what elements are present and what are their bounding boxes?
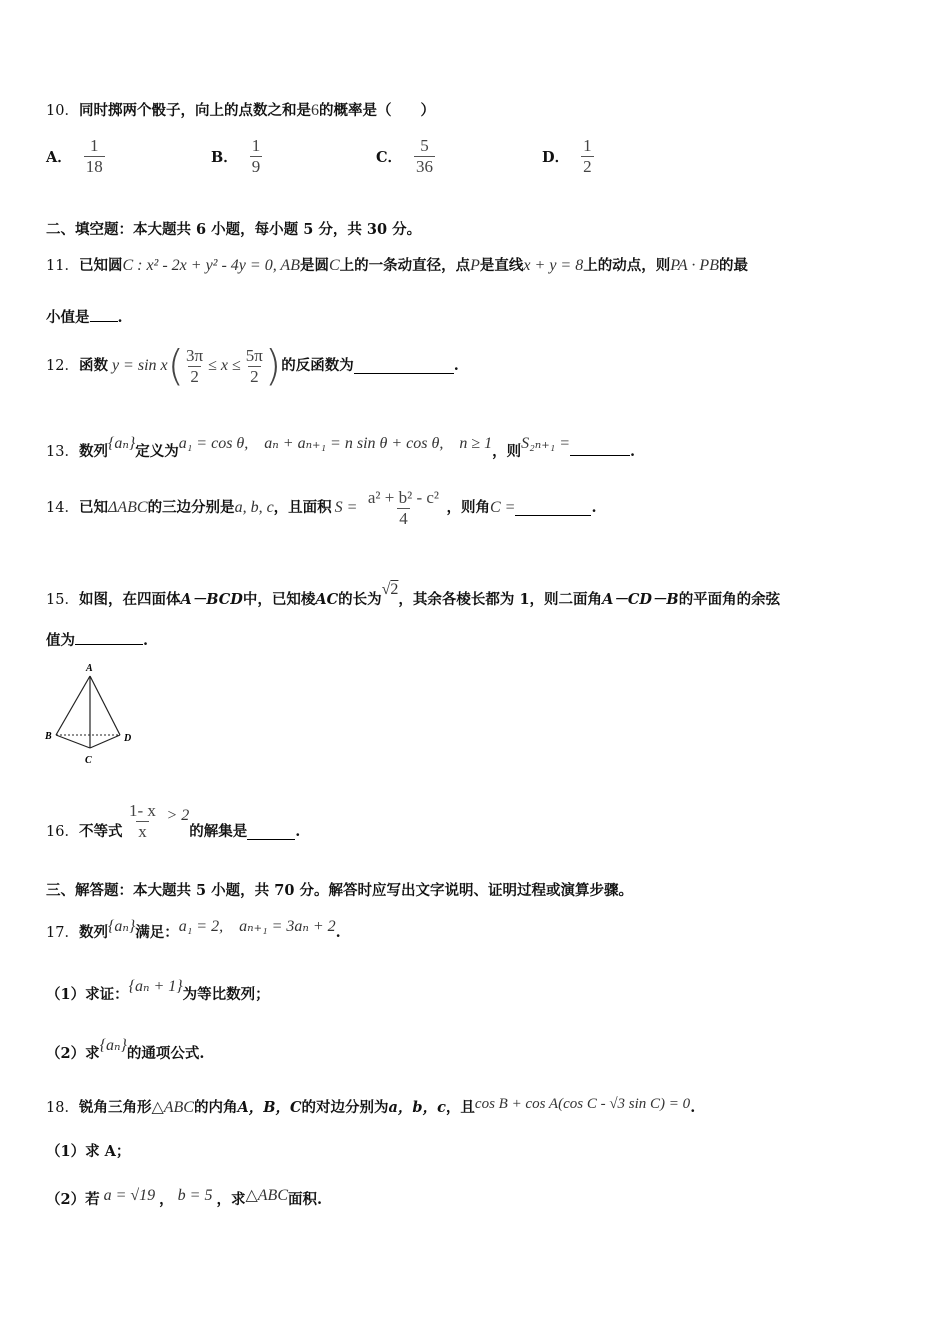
q14-end: .	[591, 499, 597, 516]
q17-definition: a₁ = 2, aₙ₊₁ = 3aₙ + 2	[178, 918, 336, 935]
q15-tetrahedron: A－BCD	[180, 591, 243, 608]
q17-text: 数列	[78, 924, 108, 941]
q17-sequence: {aₙ + 1}	[128, 978, 183, 995]
q16-fraction: $\frac{1- x}{x}$	[128, 800, 156, 841]
q11-circle-equation: C : x² - 2x + y² - 4y = 0, AB	[122, 257, 300, 274]
question-11-cont	[46, 307, 123, 328]
q12-function: y = sin x	[111, 357, 168, 374]
question-18-part-1: （1）求 A；	[46, 1143, 131, 1160]
q16-text: 不等式	[78, 823, 123, 840]
q14-triangle: ΔABC	[107, 499, 148, 516]
q18-text: 的内角	[193, 1099, 238, 1116]
option-label: B．	[211, 149, 238, 166]
question-16	[46, 796, 300, 846]
q15-end: .	[143, 632, 149, 649]
q14-area-label: S =	[334, 499, 358, 516]
q14-area-fraction: $\frac{\text{a² + b² - c²}}{4}$	[367, 487, 440, 528]
q10-option-a[interactable]	[46, 136, 105, 177]
option-fraction: $\frac{1}{9}$	[251, 136, 261, 176]
q16-text: 的解集是	[189, 823, 248, 840]
q13-sequence: {aₙ}	[107, 435, 136, 452]
edge-ab	[56, 676, 90, 735]
edge-bc	[56, 735, 90, 748]
question-12	[46, 341, 459, 390]
q11-text: 是圆	[299, 257, 329, 274]
q12-lower-bound: $\frac{3\pi}{2}$	[186, 345, 204, 386]
q10-tail: 的概率是（ ）	[318, 102, 435, 119]
q13-sum: S₂ₙ₊₁ =	[521, 435, 571, 452]
question-10	[46, 101, 435, 121]
vertex-label-d: D	[124, 733, 132, 744]
q15-number: 15．	[46, 592, 79, 608]
q11-text: 是直线	[479, 257, 524, 274]
q10-option-b[interactable]	[211, 136, 262, 177]
q13-number: 13．	[46, 444, 79, 460]
q18-text: ，且	[445, 1099, 475, 1116]
q12-number: 12．	[46, 358, 79, 374]
option-label: D．	[542, 149, 570, 166]
q10-number: 10．	[46, 103, 79, 119]
q14-angle: C =	[489, 499, 516, 516]
question-17-part-2	[46, 1036, 204, 1064]
question-15-cont	[46, 630, 148, 651]
option-fraction: $\frac{1}{2}$	[583, 136, 592, 176]
question-14	[46, 486, 597, 530]
q14-sides: a, b, c	[234, 499, 274, 516]
q17-sequence: {aₙ}	[99, 1037, 127, 1054]
q17-text: 为等比数列；	[182, 986, 270, 1003]
q16-end: .	[295, 823, 301, 840]
answer-blank[interactable]	[247, 825, 295, 840]
q13-end: .	[630, 443, 636, 460]
q11-text: 上的动点，则	[583, 257, 671, 274]
q15-text: 的平面角的余弦	[678, 591, 781, 608]
q18-text: 面积.	[288, 1191, 323, 1208]
q14-text: ，且面积	[273, 499, 332, 516]
q18-text: 的对边分别为	[301, 1099, 389, 1116]
q18-number: 18．	[46, 1100, 79, 1116]
vertex-label-a: A	[86, 663, 93, 674]
q11-end: .	[117, 309, 123, 326]
section-3-heading: 三、解答题：本大题共 5 小题，共 70 分。解答时应写出文字说明、证明过程或演算步骤。	[46, 882, 633, 899]
q18-triangle: △ABC	[245, 1187, 288, 1204]
q10-text: 同时掷两个骰子，向上的点数之和是	[78, 102, 311, 119]
q14-text: 的三边分别是	[147, 499, 235, 516]
q17-part-label: （2）求	[46, 1045, 100, 1062]
q17-end: .	[335, 924, 341, 941]
q16-inequality: > 2	[166, 807, 190, 824]
answer-blank[interactable]	[75, 630, 143, 645]
q11-math: P	[470, 257, 480, 274]
q18-triangle: △ABC	[151, 1099, 194, 1116]
question-18-part-2: （2）若 a = √19 ， b = 5 ，求△ABC面积.	[46, 1187, 323, 1208]
option-label: A．	[46, 149, 72, 166]
right-paren: )	[264, 341, 282, 390]
question-11	[46, 256, 748, 276]
q14-text: 已知	[78, 499, 108, 516]
q12-upper-bound: $\frac{5\pi}{2}$	[245, 345, 263, 386]
q12-inequality: ≤ x ≤	[208, 357, 241, 374]
q13-text: ，则	[492, 443, 522, 460]
left-paren: (	[167, 341, 185, 390]
q18-a-value: a = √19	[103, 1187, 156, 1204]
q18-angles: A，B，C	[237, 1099, 302, 1116]
q18-sides: a，b，c	[388, 1099, 446, 1116]
q14-number: 14．	[46, 500, 79, 516]
q15-edge: AC	[315, 591, 339, 608]
q18-text: 锐角三角形	[78, 1099, 152, 1116]
q11-text: 上的一条动直径，点	[339, 257, 471, 274]
question-17	[46, 917, 341, 943]
answer-blank[interactable]	[354, 359, 454, 374]
q15-text: 中，已知棱	[242, 591, 316, 608]
q15-text: 值为	[46, 632, 75, 649]
q15-text: 的长为	[338, 591, 382, 608]
q15-text: 如图，在四面体	[78, 591, 181, 608]
q11-math: C	[328, 257, 340, 274]
q11-text: 的最	[718, 257, 748, 274]
question-13	[46, 434, 635, 462]
tetrahedron-figure	[44, 660, 140, 770]
option-label: C．	[376, 149, 403, 166]
question-15	[46, 580, 780, 610]
q12-end: .	[453, 357, 459, 374]
q15-sqrt: √2	[381, 581, 399, 598]
q11-number: 11．	[46, 258, 79, 274]
q17-text: 的通项公式.	[126, 1045, 205, 1062]
edge-cd	[90, 735, 120, 748]
answer-blank[interactable]	[515, 501, 591, 516]
q18-b-value: b = 5	[177, 1187, 213, 1204]
q18-part-label: （2）若	[46, 1191, 100, 1208]
q11-text: 已知圆	[78, 257, 123, 274]
q10-option-d[interactable]	[542, 136, 594, 177]
q15-text: ，其余各棱长都为 1，则二面角	[398, 591, 603, 608]
q17-number: 17．	[46, 925, 79, 941]
q18-equation: cos B + cos A(cos C - √3 sin C) = 0	[474, 1096, 691, 1112]
vertex-label-b: B	[45, 731, 52, 742]
question-18	[46, 1094, 695, 1118]
option-fraction: $\frac{5}{36}$	[416, 136, 434, 176]
q11-dot-product: PA · PB	[670, 257, 719, 274]
q13-definition: a₁ = cos θ, aₙ + aₙ₊₁ = n sin θ + cos θ, n ≥ 1	[178, 435, 493, 452]
q17-part-label: （1）求证：	[46, 986, 129, 1003]
q17-text: 满足：	[135, 924, 179, 941]
option-fraction: $\frac{1}{18}$	[85, 136, 103, 176]
q15-dihedral: A－CD－B	[602, 591, 679, 608]
vertex-label-c: C	[85, 755, 92, 766]
q18-end: .	[690, 1099, 696, 1116]
q10-option-c[interactable]	[376, 136, 435, 177]
section-2-heading: 二、填空题：本大题共 6 小题，每小题 5 分，共 30 分。	[46, 221, 422, 238]
edge-ad	[90, 676, 120, 735]
question-17-part-1	[46, 977, 270, 1005]
q12-text: 的反函数为	[281, 357, 354, 374]
q14-text: ，则角	[446, 499, 490, 516]
answer-blank[interactable]	[570, 441, 630, 456]
q11-text: 小值是	[46, 309, 90, 326]
q11-line-equation: x + y = 8	[523, 257, 584, 274]
q13-text: 定义为	[135, 443, 179, 460]
q18-text: ，求	[216, 1191, 246, 1208]
q10-value: 6	[310, 102, 319, 119]
answer-blank[interactable]	[90, 307, 118, 322]
q12-text: 函数	[78, 357, 108, 374]
q16-number: 16．	[46, 824, 79, 840]
q13-text: 数列	[78, 443, 108, 460]
q17-sequence: {aₙ}	[107, 918, 136, 935]
